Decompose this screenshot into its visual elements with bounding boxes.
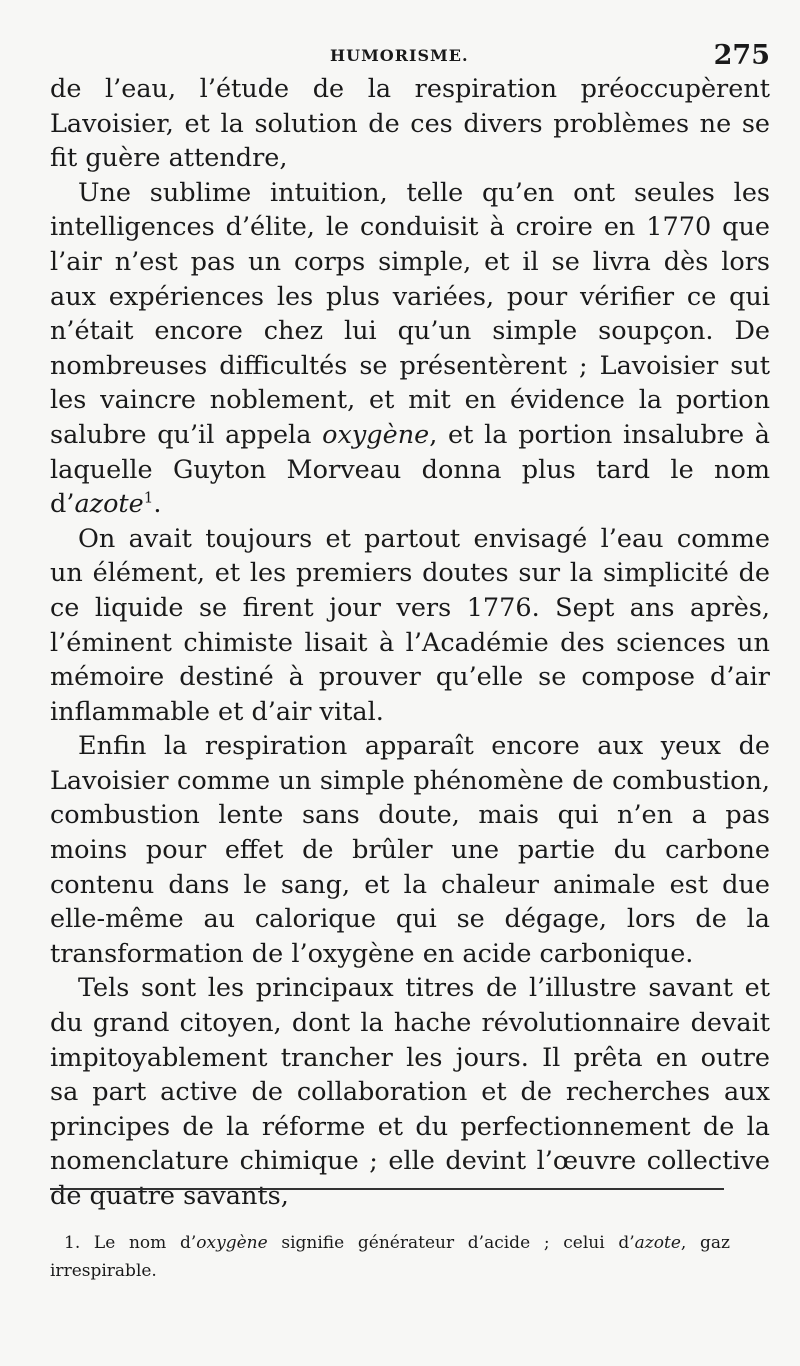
footnote-text-b: signifie générateur d’acide ; celui d’ bbox=[267, 1233, 635, 1253]
footnote-marker: 1 bbox=[143, 488, 154, 507]
paragraph-4 bbox=[50, 729, 770, 971]
page-number: 275 bbox=[713, 40, 770, 71]
paragraph-5-text: Tels sont les principaux titres de l’illustre savant et du grand citoyen, dont la hache révolutionnaire devait impitoyablement trancher les jours. Il prêta en outre sa part active de collaboration et de recherches aux principes de la réforme et du perfectionnement de la nomenclature chimique ; elle devint l’œuvre collective de quatre savants, bbox=[50, 973, 770, 1211]
term-oxygene: oxygène bbox=[322, 419, 430, 450]
footnote-term-azote: azote bbox=[634, 1233, 681, 1253]
footnote-text-c: , gaz irrespirable. bbox=[50, 1233, 730, 1281]
footnote-text-a: 1. Le nom d’ bbox=[64, 1233, 197, 1253]
footnote-term-oxygene: oxygène bbox=[196, 1233, 268, 1253]
footnote bbox=[50, 1229, 730, 1285]
paragraph-1-text: de l’eau, l’étude de la respiration préoccupèrent Lavoisier, et la solution de ces divers problèmes ne se fit guère attendre, bbox=[50, 74, 770, 174]
term-azote: azote bbox=[74, 489, 144, 520]
paragraph-2-text-a: Une sublime intuition, telle qu’en ont seules les intelligences d’élite, le conduisit à croire en 1770 que l’air n’est pas un corps simple, et il se livra dès lors aux expériences les plus variées, pour vérifier ce qui n’était encore chez lui qu’un simple soupçon. De nombreuses difficultés se présentèrent ; Lavoisier sut les vaincre noblement, et mit en évidence la portion salubre qu’il appela bbox=[50, 177, 770, 450]
paragraph-4-text: Enfin la respiration apparaît encore aux yeux de Lavoisier comme un simple phénomène de combustion, combustion lente sans doute, mais qui n’en a pas moins pour effet de brûler une partie du carbone contenu dans le sang, et la chaleur animale est due elle-même au calorique qui se dégage, lors de la transformation de l’oxygène en acide carbonique. bbox=[50, 731, 770, 969]
paragraph-1 bbox=[50, 72, 770, 176]
paragraph-5 bbox=[50, 971, 770, 1213]
body-text bbox=[50, 72, 770, 1214]
footnote-rule bbox=[50, 1188, 724, 1190]
paragraph-2-text-b: , et la portion insalubre à laquelle Guyton Morveau donna plus tard le nom d’ bbox=[50, 419, 770, 520]
running-title: HUMORISME. bbox=[330, 46, 469, 65]
paragraph-3-text: On avait toujours et partout envisagé l’eau comme un élément, et les premiers doutes sur la simplicité de ce liquide se firent jour vers 1776. Sept ans après, l’éminent chimiste lisait à l’Académie des sciences un mémoire destiné à prouver qu’elle se compose d’air inflammable et d’air vital. bbox=[50, 523, 770, 727]
paragraph-2-text-c: . bbox=[153, 489, 162, 520]
paragraph-3 bbox=[50, 522, 770, 730]
paragraph-2 bbox=[50, 176, 770, 522]
